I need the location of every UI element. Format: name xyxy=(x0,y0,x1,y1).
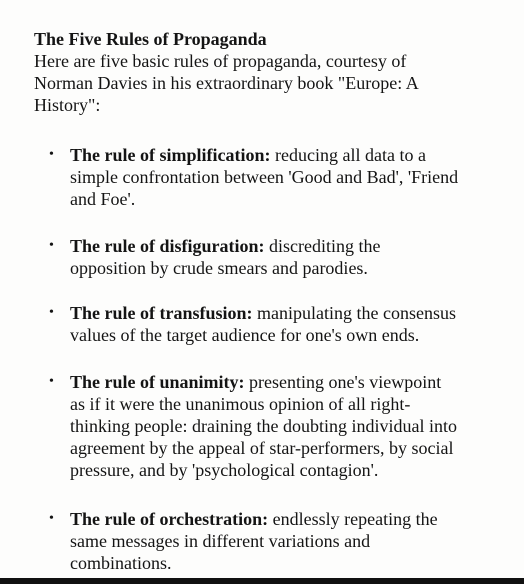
rule-line: and Foe'. xyxy=(70,189,136,209)
rule-term: The rule of simplification: xyxy=(70,145,271,165)
intro-line: History": xyxy=(34,95,101,115)
rule-text: discrediting the xyxy=(264,236,381,256)
rule-line: simple confrontation between 'Good and Bad', 'Friend xyxy=(70,167,459,187)
bullet-icon: • xyxy=(49,238,54,253)
rule-term: The rule of disfiguration: xyxy=(70,236,265,256)
rule-text: presenting one's viewpoint xyxy=(244,372,442,392)
rule-line xyxy=(70,371,510,393)
rule-line: thinking people: draining the doubting individual into xyxy=(70,416,457,436)
rule-text: reducing all data to a xyxy=(270,145,426,165)
rule-item-orchestration xyxy=(49,508,510,574)
bullet-icon: • xyxy=(49,374,54,389)
rule-line xyxy=(70,508,510,530)
rule-line: agreement by the appeal of star-performers, by social xyxy=(70,438,454,458)
rule-item-transfusion xyxy=(49,302,510,346)
rule-term: The rule of transfusion: xyxy=(70,303,253,323)
bullet-icon: • xyxy=(49,305,54,320)
scan-edge-border xyxy=(0,578,524,584)
rule-text: manipulating the consensus xyxy=(252,303,456,323)
rule-line xyxy=(70,144,510,166)
rule-line xyxy=(70,302,510,324)
rule-term: The rule of unanimity: xyxy=(70,372,245,392)
bullet-icon: • xyxy=(49,147,54,162)
document-title: The Five Rules of Propaganda xyxy=(34,29,267,49)
rule-term: The rule of orchestration: xyxy=(70,509,269,529)
intro-line: Norman Davies in his extraordinary book "Europe: A xyxy=(34,73,419,93)
rule-line xyxy=(70,235,510,257)
rule-line: combinations. xyxy=(70,553,172,573)
intro-line: Here are five basic rules of propaganda, courtesy of xyxy=(34,51,407,71)
rule-line: pressure, and by 'psychological contagion'. xyxy=(70,460,379,480)
rule-text: endlessly repeating the xyxy=(268,509,438,529)
rule-item-unanimity xyxy=(49,371,510,481)
rule-line: same messages in different variations and xyxy=(70,531,371,551)
rule-item-simplification xyxy=(49,144,510,210)
bullet-icon: • xyxy=(49,511,54,526)
rule-line: as if it were the unanimous opinion of all right- xyxy=(70,394,411,414)
rule-item-disfiguration xyxy=(49,235,510,279)
rule-line: values of the target audience for one's own ends. xyxy=(70,325,420,345)
rule-line: opposition by crude smears and parodies. xyxy=(70,258,368,278)
